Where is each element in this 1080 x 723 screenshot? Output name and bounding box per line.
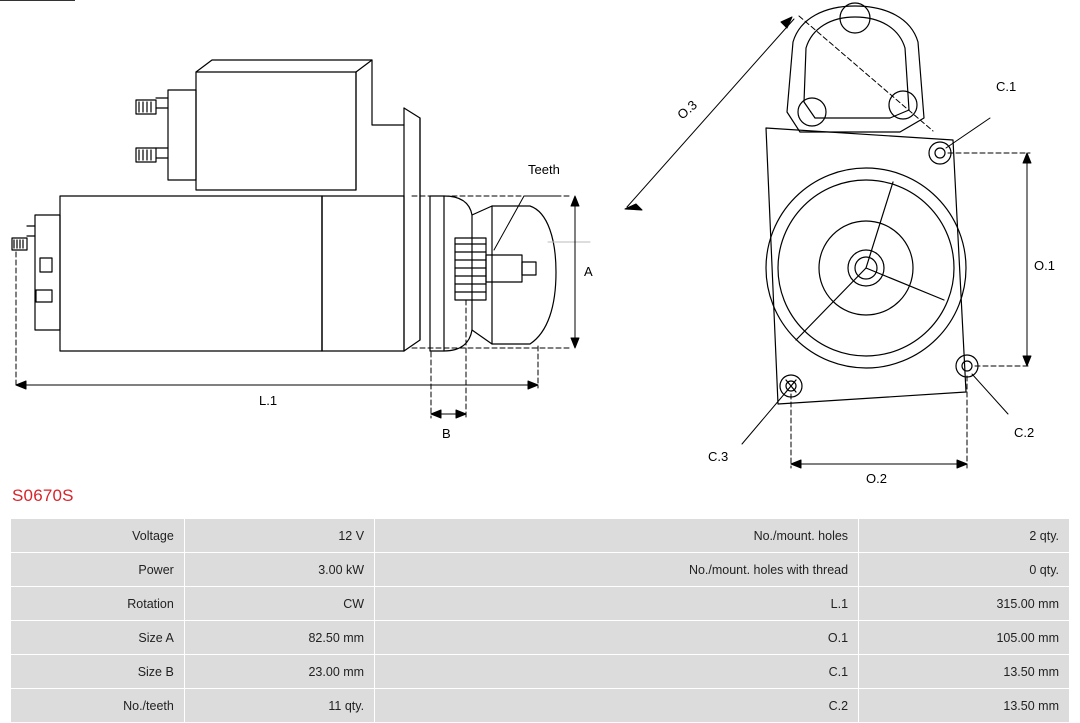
side-view-drawing — [12, 60, 590, 351]
dim-o3-label: O.3 — [674, 97, 700, 123]
spec-value: 105.00 mm — [859, 621, 1070, 655]
spec-value: 13.50 mm — [859, 689, 1070, 723]
spec-value: 3.00 kW — [184, 553, 374, 587]
table-row — [11, 553, 1070, 587]
spec-label: Size B — [11, 655, 185, 689]
spec-value: 0 qty. — [859, 553, 1070, 587]
end-view-drawing — [766, 3, 978, 404]
spec-label: Rotation — [11, 587, 185, 621]
spec-value: CW — [184, 587, 374, 621]
spec-label: C.1 — [375, 655, 859, 689]
dimension-o3 — [625, 16, 933, 210]
dimension-b — [431, 300, 466, 418]
hole-c2-label: C.2 — [1014, 425, 1035, 440]
hole-leaders — [742, 118, 1008, 444]
spec-value: 13.50 mm — [859, 655, 1070, 689]
teeth-label: Teeth — [528, 162, 560, 177]
table-row — [11, 689, 1070, 723]
spec-label: L.1 — [375, 587, 859, 621]
spec-value: 315.00 mm — [859, 587, 1070, 621]
part-number: S0670S — [12, 486, 74, 505]
spec-label: C.2 — [375, 689, 859, 723]
dimension-a — [412, 196, 579, 348]
spec-label: No./mount. holes — [375, 519, 859, 553]
table-row — [11, 621, 1070, 655]
hole-c3-label: C.3 — [708, 449, 729, 464]
specifications-table — [10, 518, 1070, 723]
table-row — [11, 587, 1070, 621]
spec-label: Size A — [11, 621, 185, 655]
dim-o2-label: O.2 — [866, 471, 887, 486]
spec-value: 23.00 mm — [184, 655, 374, 689]
spec-value: 11 qty. — [184, 689, 374, 723]
spec-label: Power — [11, 553, 185, 587]
spec-value: 82.50 mm — [184, 621, 374, 655]
dim-o1-label: O.1 — [1034, 258, 1055, 273]
dim-a-label: A — [584, 264, 593, 279]
table-row — [11, 655, 1070, 689]
dimension-l1 — [16, 252, 538, 389]
spec-label: Voltage — [11, 519, 185, 553]
spec-label: No./teeth — [11, 689, 185, 723]
dim-b-label: B — [442, 426, 451, 441]
spec-value: 12 V — [184, 519, 374, 553]
spec-value: 2 qty. — [859, 519, 1070, 553]
dim-l1-label: L.1 — [259, 393, 278, 408]
dimension-o1 — [948, 153, 1031, 366]
spec-label: No./mount. holes with thread — [375, 553, 859, 587]
spec-label: O.1 — [375, 621, 859, 655]
dimension-o2 — [791, 376, 967, 468]
table-row — [11, 519, 1070, 553]
hole-c1-label: C.1 — [996, 79, 1017, 94]
